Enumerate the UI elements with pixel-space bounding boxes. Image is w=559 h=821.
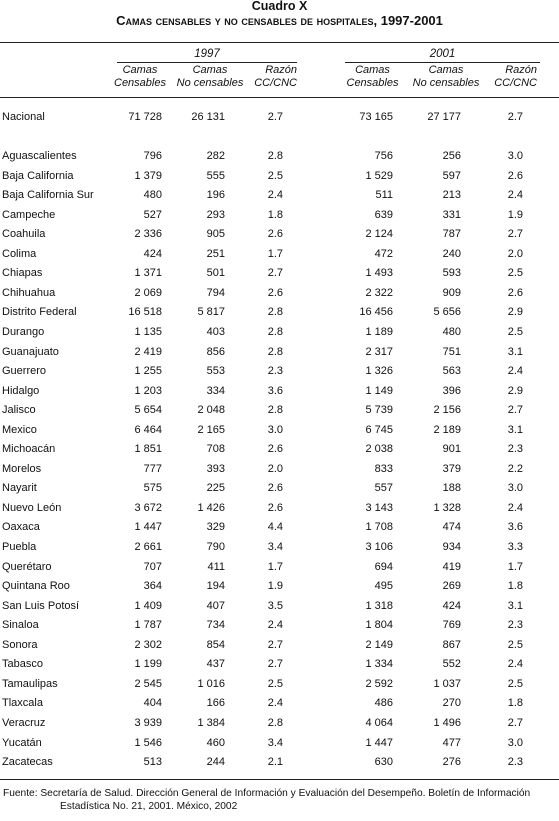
cell-state-name: Querétaro (2, 560, 52, 573)
table-title (0, 13, 559, 29)
cell-no-censables-1997: 194 (206, 580, 225, 593)
cell-no-censables-1997: 282 (206, 150, 225, 162)
cell-censables-2001: 3 106 (365, 541, 393, 553)
cell-no-censables-1997: 734 (206, 619, 225, 632)
cell-razon-1997: 2.5 (267, 169, 283, 182)
cell-censables-2001: 1 708 (365, 521, 393, 534)
cell-censables-1997: 5 654 (134, 404, 162, 417)
cell-no-censables-1997: 1 384 (197, 716, 225, 729)
cell-razon-2001: 2.5 (507, 638, 523, 651)
cell-razon-2001: 3.0 (507, 482, 523, 495)
cell-censables-1997: 2 069 (134, 286, 162, 299)
cell-razon-1997: 1.8 (267, 208, 283, 221)
cell-censables-2001: 1 529 (365, 169, 393, 182)
cell-state-name: Sinaloa (2, 619, 39, 632)
cell-razon-1997: 2.8 (267, 345, 283, 358)
year-2001-rule (345, 62, 540, 63)
cell-no-censables-1997: 334 (206, 384, 225, 397)
cell-razon-1997: 3.4 (267, 736, 283, 749)
cell-state-name: Nayarit (2, 482, 37, 495)
cell-no-censables-1997: 225 (206, 482, 225, 495)
cell-censables-2001: 16 456 (359, 306, 393, 319)
cell-no-censables-2001: 934 (442, 541, 461, 553)
cell-no-censables-2001: 787 (442, 228, 461, 241)
cell-censables-2001: 694 (374, 560, 393, 573)
cell-razon-1997: 2.1 (267, 756, 283, 769)
cell-censables-1997: 6 464 (134, 423, 162, 436)
cell-no-censables-1997: 2 048 (197, 404, 225, 417)
cell-no-censables-2001: 909 (442, 286, 461, 299)
cell-no-censables-1997: 460 (206, 736, 225, 749)
cell-razon-1997: 2.7 (267, 111, 283, 123)
cell-state-name: Morelos (2, 462, 42, 475)
table-title-years: , 1997-2001 (373, 13, 443, 28)
cell-state-name: Coahuila (2, 228, 46, 241)
cell-no-censables-2001: 256 (442, 150, 461, 162)
cell-censables-1997: 1 203 (134, 384, 162, 397)
cell-state-name: Chihuahua (2, 286, 56, 299)
cell-razon-1997: 2.4 (267, 189, 283, 202)
cell-state-name: Mexico (2, 423, 37, 436)
cell-razon-1997: 2.7 (267, 658, 283, 671)
cell-state-name: Nuevo León (2, 501, 62, 514)
cell-no-censables-2001: 477 (442, 736, 461, 749)
cell-no-censables-1997: 708 (206, 443, 225, 456)
cell-razon-2001: 2.7 (507, 716, 523, 729)
cell-razon-2001: 2.9 (507, 384, 523, 397)
cell-razon-2001: 2.4 (507, 365, 523, 378)
cell-state-name: Campeche (2, 208, 56, 221)
cell-state-name: Tamaulipas (2, 677, 58, 690)
cell-razon-2001: 3.1 (507, 423, 523, 436)
cell-censables-1997: 404 (143, 697, 162, 710)
cell-censables-2001: 1 326 (365, 365, 393, 378)
cell-razon-2001: 2.0 (507, 247, 523, 260)
cell-no-censables-1997: 329 (206, 521, 225, 534)
cell-state-name: Baja California (2, 169, 74, 182)
cell-razon-2001: 2.3 (507, 756, 523, 769)
cell-censables-2001: 639 (374, 208, 393, 221)
cell-censables-2001: 1 189 (365, 325, 393, 338)
cell-no-censables-1997: 854 (206, 638, 225, 651)
cell-censables-1997: 2 661 (134, 541, 162, 553)
cell-censables-2001: 3 143 (365, 501, 393, 514)
cell-censables-2001: 2 592 (365, 677, 393, 690)
cell-razon-1997: 2.8 (267, 150, 283, 162)
cell-no-censables-1997: 794 (206, 286, 225, 299)
cell-censables-2001: 1 804 (365, 619, 393, 632)
cell-censables-2001: 2 124 (365, 228, 393, 241)
cell-no-censables-2001: 331 (442, 208, 461, 221)
cell-censables-1997: 1 135 (134, 325, 162, 338)
cell-censables-2001: 4 064 (365, 716, 393, 729)
cell-no-censables-2001: 213 (442, 189, 461, 202)
cell-no-censables-2001: 480 (442, 325, 461, 338)
cell-no-censables-2001: 269 (442, 580, 461, 593)
table-title-main: Camas censables y no censables de hospitales (116, 13, 374, 28)
cell-razon-2001: 1.7 (507, 560, 523, 573)
cell-razon-2001: 2.6 (507, 169, 523, 182)
cell-razon-2001: 2.7 (507, 404, 523, 417)
cell-state-name: Aguascalientes (2, 150, 77, 162)
cell-censables-1997: 364 (143, 580, 162, 593)
cell-razon-2001: 3.3 (507, 541, 523, 553)
cell-censables-2001: 6 745 (365, 423, 393, 436)
cell-no-censables-1997: 293 (206, 208, 225, 221)
cell-censables-2001: 2 317 (365, 345, 393, 358)
cell-censables-1997: 1 409 (134, 599, 162, 612)
cell-censables-1997: 777 (143, 462, 162, 475)
cell-razon-2001: 3.0 (507, 736, 523, 749)
cell-no-censables-1997: 555 (206, 169, 225, 182)
cell-censables-1997: 3 939 (134, 716, 162, 729)
col-header-censables-2001: Camas Censables (346, 64, 399, 89)
cell-razon-2001: 2.5 (507, 267, 523, 280)
col-header-censables-1997: Camas Censables (114, 64, 166, 89)
cell-censables-2001: 1 318 (365, 599, 393, 612)
cell-razon-1997: 2.6 (267, 501, 283, 514)
cell-censables-2001: 5 739 (365, 404, 393, 417)
cell-state-name: Sonora (2, 638, 38, 651)
cell-censables-2001: 511 (375, 189, 393, 202)
cell-censables-1997: 513 (143, 756, 162, 769)
cell-state-name: Distrito Federal (2, 306, 77, 319)
cell-no-censables-2001: 5 656 (433, 306, 461, 319)
cell-razon-2001: 2.2 (507, 462, 523, 475)
cell-state-name: Michoacán (2, 443, 56, 456)
cell-razon-2001: 2.7 (507, 228, 523, 241)
col-header-razon-2001: Razón CC/CNC (494, 64, 537, 89)
cell-censables-1997: 16 518 (128, 306, 162, 319)
cell-state-name: Durango (2, 325, 45, 338)
cell-no-censables-2001: 901 (442, 443, 461, 456)
cell-razon-1997: 2.8 (267, 404, 283, 417)
cell-no-censables-1997: 26 131 (191, 111, 225, 123)
cell-razon-2001: 2.5 (507, 325, 523, 338)
cell-no-censables-2001: 597 (442, 169, 461, 182)
cell-no-censables-1997: 501 (206, 267, 225, 280)
cell-no-censables-2001: 2 156 (433, 404, 461, 417)
source-line-2: Estadística No. 21, 2001. México, 2002 (60, 801, 238, 812)
cell-no-censables-2001: 270 (442, 697, 461, 710)
cell-censables-2001: 1 334 (365, 658, 393, 671)
year-1997-heading: 1997 (194, 48, 220, 60)
col-header-razon-1997: Razón CC/CNC (254, 64, 297, 89)
cell-censables-1997: 1 546 (134, 736, 162, 749)
cell-no-censables-2001: 563 (442, 365, 461, 378)
cell-no-censables-1997: 407 (206, 599, 225, 612)
cell-razon-1997: 2.7 (267, 638, 283, 651)
cell-no-censables-1997: 1 426 (197, 501, 225, 514)
cell-state-name: San Luis Potosí (2, 599, 80, 612)
cell-censables-1997: 2 545 (134, 677, 162, 690)
cell-no-censables-1997: 411 (207, 560, 225, 573)
cell-state-name: Guanajuato (2, 345, 59, 358)
cell-censables-2001: 2 149 (365, 638, 393, 651)
cell-state-name: Quintana Roo (2, 580, 70, 593)
cell-censables-2001: 1 447 (365, 736, 393, 749)
cell-razon-1997: 2.5 (267, 677, 283, 690)
source-note (3, 787, 557, 813)
cell-no-censables-1997: 2 165 (197, 423, 225, 436)
cell-censables-2001: 73 165 (359, 111, 393, 123)
cell-razon-1997: 2.8 (267, 325, 283, 338)
cell-censables-2001: 833 (374, 462, 393, 475)
header-bottom-rule (0, 97, 559, 98)
cell-censables-2001: 2 038 (365, 443, 393, 456)
bottom-rule (0, 779, 559, 780)
cell-censables-1997: 1 255 (134, 365, 162, 378)
cell-censables-2001: 630 (374, 756, 393, 769)
cell-censables-2001: 2 322 (365, 286, 393, 299)
cell-censables-1997: 3 672 (134, 501, 162, 514)
cell-censables-1997: 424 (143, 247, 162, 260)
cell-state-name: Hidalgo (2, 384, 40, 397)
cell-censables-1997: 71 728 (128, 111, 162, 123)
cell-razon-1997: 2.7 (267, 267, 283, 280)
cell-censables-2001: 472 (374, 247, 393, 260)
col-header-no-censables-2001: Camas No censables (412, 64, 480, 89)
cell-no-censables-2001: 2 189 (433, 423, 461, 436)
cell-censables-1997: 1 787 (134, 619, 162, 632)
cell-razon-1997: 2.6 (267, 286, 283, 299)
cell-state-name: Guerrero (2, 365, 47, 378)
cell-no-censables-1997: 856 (206, 345, 225, 358)
cell-razon-2001: 2.4 (507, 501, 523, 514)
source-line-1: Fuente: Secretaría de Salud. Dirección General de Información y Evaluación del Desempeño. Boletín de Información (3, 788, 531, 799)
cell-razon-1997: 3.4 (267, 541, 283, 553)
cell-no-censables-1997: 403 (206, 325, 225, 338)
cell-no-censables-1997: 393 (206, 462, 225, 475)
cell-razon-2001: 3.1 (507, 345, 523, 358)
cell-no-censables-1997: 166 (206, 697, 225, 710)
cell-state-name: Yucatán (2, 736, 42, 749)
cell-razon-1997: 2.4 (267, 697, 283, 710)
cell-no-censables-2001: 552 (442, 658, 461, 671)
cell-censables-1997: 707 (143, 560, 162, 573)
cell-no-censables-1997: 790 (206, 541, 225, 553)
cell-state-name: Oaxaca (2, 521, 40, 534)
cell-state-name: Tlaxcala (2, 697, 43, 710)
cell-no-censables-2001: 27 177 (427, 111, 461, 123)
cell-censables-1997: 2 336 (134, 228, 162, 241)
cell-no-censables-2001: 240 (442, 247, 461, 260)
cell-no-censables-2001: 867 (442, 638, 461, 651)
cell-censables-1997: 1 851 (134, 443, 162, 456)
cell-razon-1997: 2.3 (267, 365, 283, 378)
cell-razon-1997: 2.6 (267, 228, 283, 241)
cell-razon-1997: 2.8 (267, 306, 283, 319)
cell-state-name: Baja California Sur (2, 189, 94, 202)
cell-no-censables-1997: 5 817 (197, 306, 225, 319)
cell-state-name: Jalisco (2, 404, 36, 417)
cell-razon-2001: 3.1 (507, 599, 523, 612)
cell-razon-2001: 3.0 (507, 150, 523, 162)
cell-state-name: Puebla (2, 541, 37, 553)
cell-no-censables-2001: 276 (442, 756, 461, 769)
cell-no-censables-1997: 905 (206, 228, 225, 241)
cell-razon-2001: 2.9 (507, 306, 523, 319)
cell-no-censables-2001: 1 328 (433, 501, 461, 514)
cell-censables-1997: 527 (143, 208, 162, 221)
cell-censables-1997: 1 379 (134, 169, 162, 182)
cell-razon-1997: 2.8 (267, 716, 283, 729)
cell-no-censables-1997: 251 (206, 247, 225, 260)
cell-razon-1997: 2.0 (267, 462, 283, 475)
cell-no-censables-2001: 1 037 (433, 677, 461, 690)
cell-censables-1997: 480 (143, 189, 162, 202)
cell-no-censables-1997: 1 016 (197, 677, 225, 690)
cell-razon-1997: 3.6 (267, 384, 283, 397)
cell-no-censables-2001: 751 (442, 345, 461, 358)
cell-censables-1997: 575 (143, 482, 162, 495)
cell-no-censables-2001: 419 (442, 560, 461, 573)
cell-no-censables-2001: 188 (442, 482, 461, 495)
cell-state-name: Nacional (2, 111, 45, 123)
cell-razon-2001: 2.3 (507, 443, 523, 456)
cell-no-censables-2001: 1 496 (433, 716, 461, 729)
cell-censables-1997: 1 447 (134, 521, 162, 534)
year-2001-heading: 2001 (429, 48, 456, 60)
cell-no-censables-2001: 379 (442, 462, 461, 475)
cell-razon-1997: 3.0 (267, 423, 283, 436)
top-rule (0, 42, 559, 43)
cell-censables-2001: 756 (374, 150, 393, 162)
cell-razon-1997: 4.4 (267, 521, 283, 534)
cell-razon-2001: 2.5 (507, 677, 523, 690)
cell-razon-1997: 1.7 (267, 560, 283, 573)
cell-razon-1997: 2.6 (267, 443, 283, 456)
cell-state-name: Tabasco (2, 658, 43, 671)
cell-censables-2001: 486 (374, 697, 393, 710)
cell-razon-2001: 2.7 (507, 111, 523, 123)
cell-no-censables-2001: 769 (442, 619, 461, 632)
cell-no-censables-1997: 437 (206, 658, 225, 671)
cell-censables-2001: 1 149 (365, 384, 393, 397)
cell-no-censables-2001: 396 (442, 384, 461, 397)
cell-razon-2001: 2.4 (507, 658, 523, 671)
cell-razon-1997: 1.7 (267, 247, 283, 260)
cell-state-name: Zacatecas (2, 756, 53, 769)
cell-censables-2001: 495 (374, 580, 393, 593)
cell-no-censables-2001: 424 (442, 599, 461, 612)
year-1997-rule (117, 62, 297, 63)
cell-state-name: Chiapas (2, 267, 43, 280)
cell-razon-2001: 1.8 (507, 580, 523, 593)
cell-razon-1997: 1.9 (267, 580, 283, 593)
cell-razon-1997: 2.6 (267, 482, 283, 495)
cell-razon-2001: 2.4 (507, 189, 523, 202)
cell-razon-2001: 3.6 (507, 521, 523, 534)
cell-censables-1997: 1 199 (134, 658, 162, 671)
cell-razon-1997: 2.4 (267, 619, 283, 632)
cell-censables-1997: 2 419 (134, 345, 162, 358)
cell-no-censables-1997: 553 (206, 365, 225, 378)
cell-no-censables-1997: 244 (206, 756, 225, 769)
col-header-no-censables-1997: Camas No censables (176, 64, 244, 89)
cell-razon-2001: 1.9 (507, 208, 523, 221)
cell-censables-1997: 1 371 (134, 267, 162, 280)
cell-censables-2001: 557 (374, 482, 393, 495)
cell-no-censables-2001: 474 (442, 521, 461, 534)
cell-no-censables-2001: 593 (442, 267, 461, 280)
cell-censables-1997: 2 302 (134, 638, 162, 651)
cell-no-censables-1997: 196 (206, 189, 225, 202)
cell-censables-2001: 1 493 (365, 267, 393, 280)
cell-razon-2001: 2.6 (507, 286, 523, 299)
table-label: Cuadro X (251, 0, 308, 13)
cell-razon-2001: 2.3 (507, 619, 523, 632)
cell-state-name: Veracruz (2, 716, 46, 729)
cell-razon-1997: 3.5 (267, 599, 283, 612)
cell-razon-2001: 1.8 (507, 697, 523, 710)
cell-state-name: Colima (2, 247, 37, 260)
cell-censables-1997: 796 (143, 150, 162, 162)
